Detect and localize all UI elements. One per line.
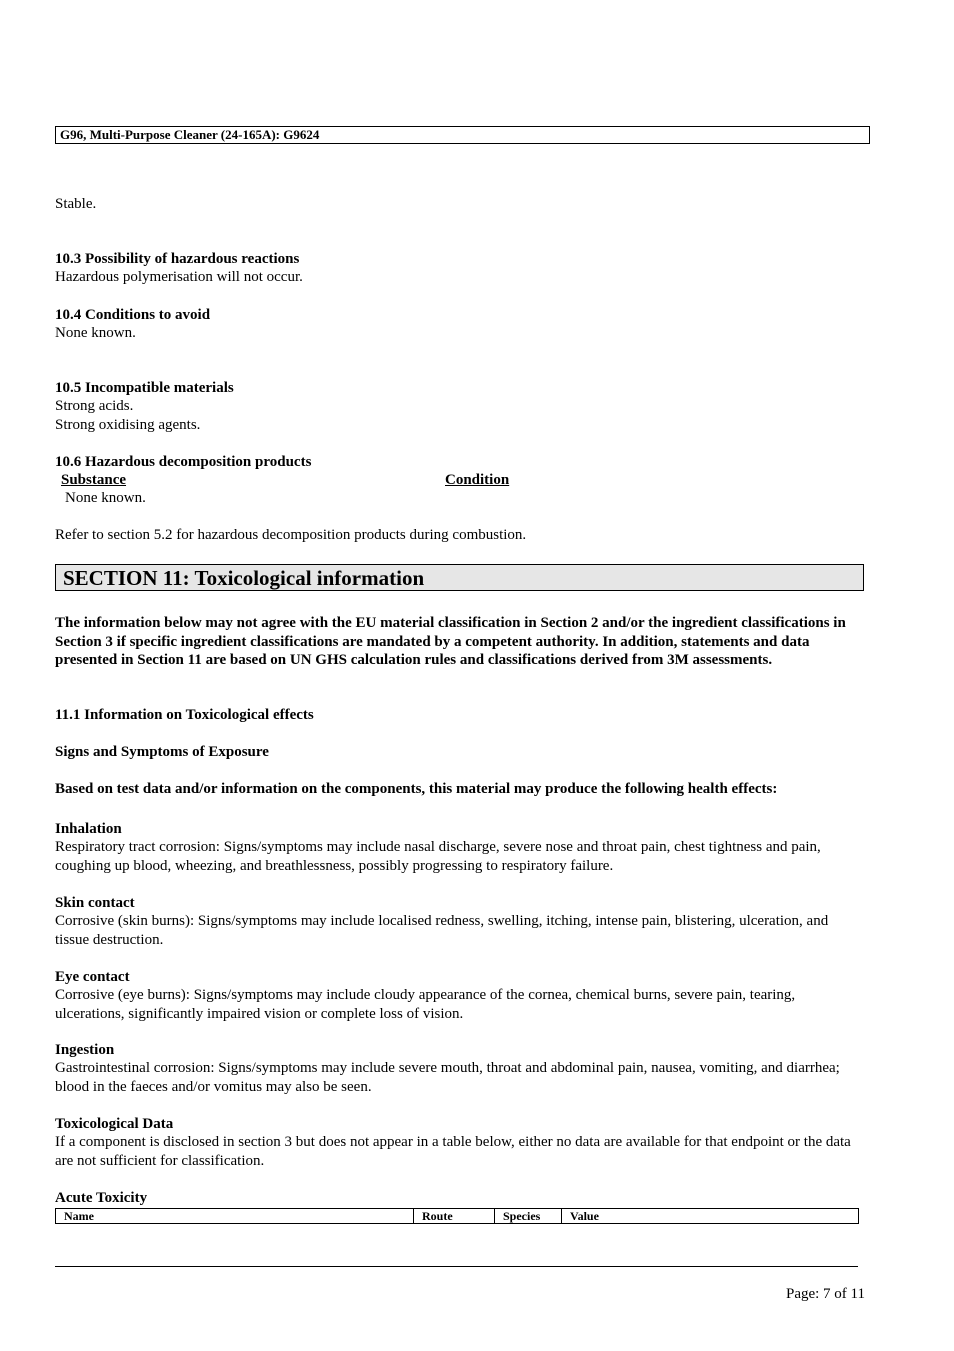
decomposition-value: None known.: [65, 490, 146, 506]
ingestion-heading: Ingestion: [55, 1042, 115, 1058]
decomposition-note: Refer to section 5.2 for hazardous decomposition products during combustion.: [55, 527, 527, 543]
skin-contact-text: Corrosive (skin burns): Signs/symptoms may include localised redness, swelling, itching, intense pain, blistering, ulceration, and tissue destruction.: [55, 913, 829, 948]
inhalation-heading: Inhalation: [55, 821, 122, 837]
incompatible-item: Strong acids.: [55, 398, 134, 414]
table-header-row: [56, 1209, 859, 1224]
signs-heading: Signs and Symptoms of Exposure: [55, 744, 269, 760]
stability-text: Stable.: [55, 196, 97, 212]
heading-10-3: 10.3 Possibility of hazardous reactions: [55, 251, 300, 267]
column-header-name: Name: [56, 1209, 414, 1224]
incompatible-item: Strong oxidising agents.: [55, 417, 201, 433]
tox-data-text: If a component is disclosed in section 3 but does not appear in a table below, either no data are available for that endpoint or the data are not sufficient for classification.: [55, 1134, 851, 1169]
document-header: G96, Multi-Purpose Cleaner (24-165A): G9624: [55, 126, 870, 144]
text-10-3: Hazardous polymerisation will not occur.: [55, 269, 303, 285]
text-10-4: None known.: [55, 325, 136, 341]
tox-data-heading: Toxicological Data: [55, 1116, 174, 1132]
heading-10-4: 10.4 Conditions to avoid: [55, 307, 211, 323]
acute-toxicity-table: [55, 1208, 859, 1224]
health-effects-intro: Based on test data and/or information on the components, this material may produce the following health effects:: [55, 781, 778, 797]
skin-contact-heading: Skin contact: [55, 895, 135, 911]
inhalation-text: Respiratory tract corrosion: Signs/symptoms may include nasal discharge, severe nose and throat pain, chest tightness and pain, coughing up blood, wheezing, and breathlessness, possibly progressing to respiratory failure.: [55, 839, 821, 874]
column-header-value: Value: [562, 1209, 859, 1224]
heading-10-6: 10.6 Hazardous decomposition products: [55, 454, 312, 470]
column-header-route: Route: [414, 1209, 495, 1224]
page-number: Page: 7 of 11: [785, 1286, 865, 1302]
column-header-species: Species: [495, 1209, 562, 1224]
acute-toxicity-heading: Acute Toxicity: [55, 1190, 148, 1206]
section-11-title: SECTION 11: Toxicological information: [55, 564, 864, 591]
ingestion-text: Gastrointestinal corrosion: Signs/symptoms may include severe mouth, throat and abdominal pain, nausea, vomiting, and diarrhea; blood in the faeces and/or vomitus may also be seen.: [55, 1060, 840, 1095]
footer-divider: [55, 1266, 858, 1267]
heading-11-1: 11.1 Information on Toxicological effects: [55, 707, 314, 723]
column-header-substance: Substance: [61, 472, 127, 488]
eye-contact-text: Corrosive (eye burns): Signs/symptoms may include cloudy appearance of the cornea, chemical burns, severe pain, tearing, ulcerations, significantly impaired vision or complete loss of vision.: [55, 987, 796, 1022]
column-header-condition: Condition: [445, 472, 510, 488]
heading-10-5: 10.5 Incompatible materials: [55, 380, 234, 396]
eye-contact-heading: Eye contact: [55, 969, 130, 985]
section-11-intro: The information below may not agree with the EU material classification in Section 2 and/or the ingredient classifications in Section 3 if specific ingredient classifications are mandated by a competent authority. In addition, statements and data presented in Section 11 are based on UN GHS calculation rules and classifications derived from 3M assessments.: [55, 615, 846, 668]
